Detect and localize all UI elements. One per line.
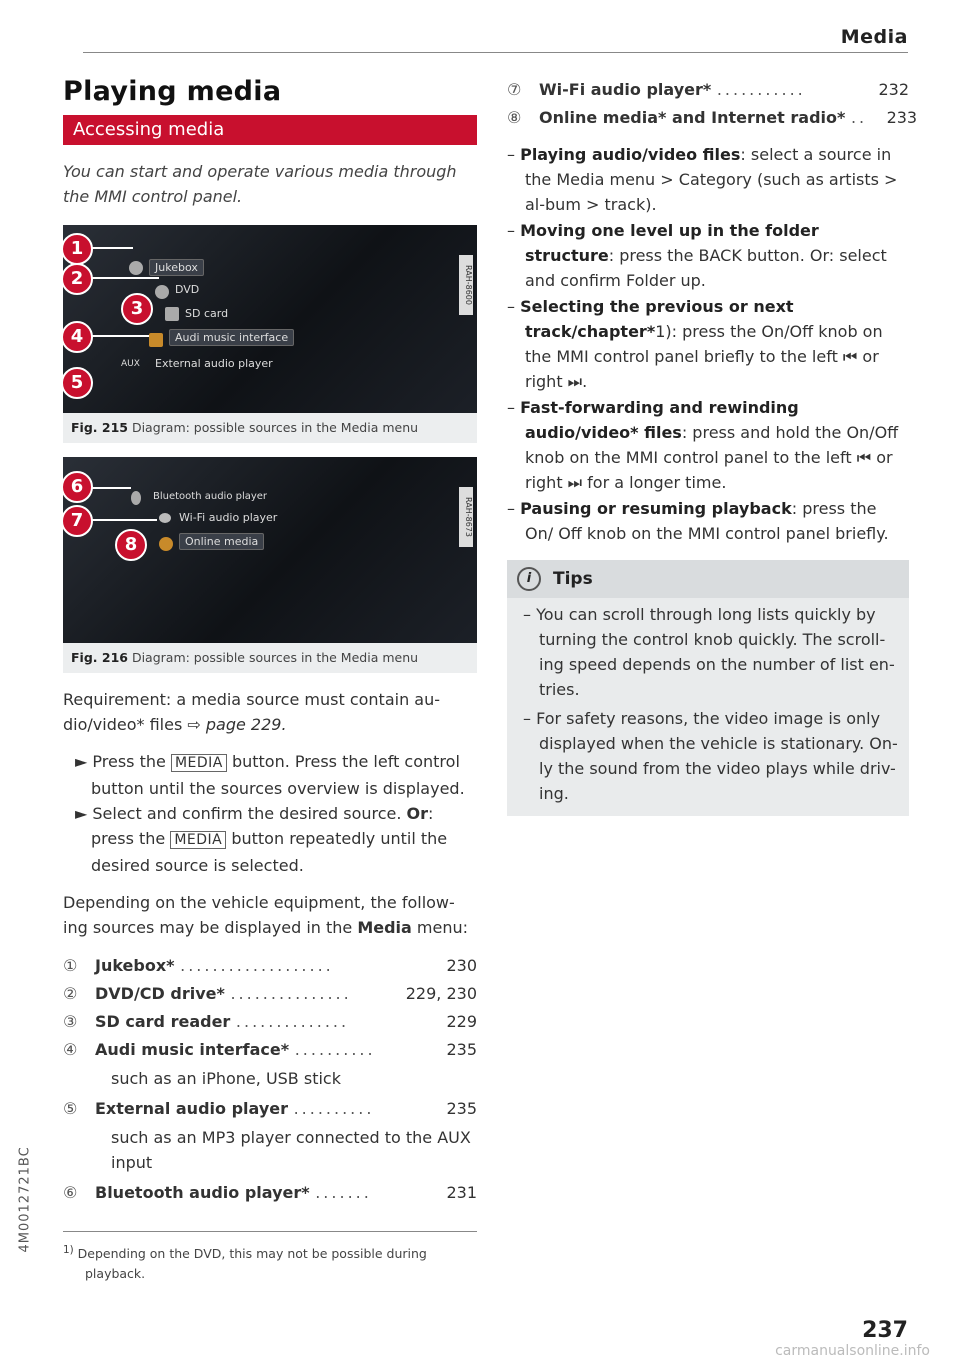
source-list: [63, 952, 477, 1207]
figure-caption: [63, 413, 477, 435]
page-title: Playing media: [63, 76, 282, 107]
item-label: Bluetooth audio player*: [95, 1183, 310, 1202]
usb-icon: [149, 333, 163, 347]
action-item: – Fast-forwarding and rewinding audio/video* files: press and hold the On/Off knob on the MMI control panel to the left ⏮ or right ⏭ for a longer time.: [507, 398, 899, 492]
action-item: – Moving one level up in the folder structure: press the BACK button. Or: select and confirm Folder up.: [507, 221, 887, 290]
tip-text: You can scroll through long lists quickly by turning the control knob quickly. The scroll-ing speed depends on the number of list en-tries.: [536, 605, 895, 699]
item-page: 235: [446, 1040, 477, 1059]
item-label: Online media* and Internet radio*: [539, 108, 846, 127]
tip-text: For safety reasons, the video image is only displayed when the vehicle is stationary. On-ly the sound from the video plays while driv-ing.: [536, 709, 898, 803]
item-page: 235: [446, 1099, 477, 1118]
footnote: [63, 1240, 477, 1284]
item-label: Audi music interface*: [95, 1040, 290, 1059]
list-item: ④ Audi music interface* .......... 235: [63, 1036, 477, 1064]
action-title: Playing audio/video files: [520, 145, 741, 164]
figure-tag: RAH-8673: [459, 487, 473, 547]
action-text: : press and hold the On/Off knob on the MMI control panel to the left ⏮ or right ⏭ for a longer time.: [525, 423, 899, 492]
sd-card-icon: [165, 307, 179, 321]
depending-suffix: menu:: [411, 918, 469, 937]
action-title: Fast-forwarding and rewinding audio/video* files: [520, 398, 799, 442]
media-key: MEDIA: [170, 831, 226, 849]
screen-item-wifi: Wi-Fi audio player: [179, 511, 278, 524]
step-2: ► Select and confirm the desired source. Or: press the MEDIA button repeatedly until the desired source is selected.: [75, 804, 448, 875]
figure-215: [63, 225, 477, 443]
step-text: button repeatedly until the desired source is selected.: [91, 829, 448, 875]
callout-8: 8: [115, 529, 147, 561]
figure-caption: [63, 643, 477, 665]
list-item: ③ SD card reader .............. 229: [63, 1008, 477, 1036]
disc-icon: [155, 285, 169, 299]
info-icon: i: [517, 567, 541, 591]
tips-box: [507, 560, 909, 816]
aux-icon: AUX: [121, 359, 140, 369]
mmi-screen-215: [63, 225, 477, 413]
figure-tag: RAH-8600: [459, 255, 473, 315]
callout-3: 3: [121, 293, 153, 325]
item-number: ②: [63, 984, 78, 1003]
list-item: ⑤ External audio player .......... 235: [63, 1095, 477, 1123]
item-page: 232: [878, 80, 909, 99]
item-page: 229: [446, 1012, 477, 1031]
list-item: ⑥ Bluetooth audio player* ....... 231: [63, 1179, 477, 1207]
callout-6: 6: [61, 471, 93, 503]
mmi-screen-216: [63, 457, 477, 643]
action-title: Pausing or resuming playback: [520, 499, 792, 518]
item-number: ⑤: [63, 1099, 78, 1118]
intro-text: You can start and operate various media through the MMI control panel.: [63, 162, 457, 206]
media-key: MEDIA: [171, 754, 227, 772]
tip-item: – You can scroll through long lists quickly by turning the control knob quickly. The scroll-ing speed depends on the number of list en-tries.: [523, 605, 895, 699]
action-item: – Pausing or resuming playback: press the On/ Off knob on the MMI control panel briefly.: [507, 499, 889, 543]
running-head: Media: [840, 26, 908, 48]
item-label: Wi-Fi audio player*: [539, 80, 712, 99]
screen-item-online-media: Online media: [179, 533, 264, 550]
action-text: : press the On/ Off knob on the MMI control panel briefly.: [525, 499, 889, 543]
section-heading: Accessing media: [63, 115, 477, 145]
figure-label: Fig. 216: [71, 650, 128, 665]
screen-item-bluetooth: Bluetooth audio player: [153, 491, 268, 502]
item-number: ③: [63, 1012, 78, 1031]
action-item: – Selecting the previous or next track/chapter*1): press the On/Off knob on the MMI control panel briefly to the left ⏮ or right ⏭.: [507, 297, 883, 391]
tip-item: – For safety reasons, the video image is only displayed when the vehicle is stationary. On-ly the sound from the video plays while driv-ing.: [523, 709, 898, 803]
header-rule: [83, 52, 908, 53]
action-text: : press the BACK button. Or: select and confirm Folder up.: [525, 246, 887, 290]
list-item: ② DVD/CD drive* ............... 229, 230: [63, 980, 477, 1008]
requirement-text: [63, 687, 477, 737]
footnote-rule: [63, 1231, 477, 1232]
or-label: Or: [406, 804, 429, 823]
media-label: Media: [357, 918, 412, 937]
footnote-text: Depending on the DVD, this may not be possible during playback.: [77, 1246, 427, 1282]
list-item: ⑧ Online media* and Internet radio* .. 233: [507, 104, 909, 132]
figure-caption-text: Diagram: possible sources in the Media menu: [131, 420, 419, 435]
right-column: [507, 70, 918, 816]
item-label: SD card reader: [95, 1012, 231, 1031]
callout-5: 5: [61, 367, 93, 399]
wifi-icon: [159, 513, 171, 523]
callout-line: [83, 519, 157, 521]
footnote-mark: 1): [63, 1244, 74, 1256]
page-number: 237: [862, 1318, 908, 1343]
action-title: Moving one level up in the folder structure: [520, 221, 819, 265]
step-text: : press the: [91, 804, 434, 848]
action-text: 1): press the On/Off knob on the MMI control panel briefly to the left ⏮ or right ⏭.: [525, 322, 883, 391]
list-item: ⑦ Wi-Fi audio player* ........... 232: [507, 76, 909, 104]
callout-line: [83, 277, 159, 279]
step-text: Select and confirm the desired source.: [92, 804, 407, 823]
item-description: such as an MP3 player connected to the AUX input: [111, 1128, 471, 1172]
callout-4: 4: [61, 321, 93, 353]
item-page: 230: [446, 956, 477, 975]
tips-header: [507, 560, 909, 598]
action-title: Selecting the previous or next track/chapter*: [520, 297, 794, 341]
item-page: 233: [886, 108, 918, 127]
jukebox-icon: [129, 261, 143, 275]
online-media-icon: [159, 537, 173, 551]
depending-text: [63, 890, 477, 940]
action-item: – Playing audio/video files: select a source in the Media menu > Category (such as artists > al-bum > track).: [507, 145, 898, 214]
left-column: [63, 70, 477, 1284]
watermark: carmanualsonline.info: [775, 1343, 930, 1359]
item-number: ⑦: [507, 80, 522, 99]
screen-item-ami: Audi music interface: [169, 329, 294, 346]
step-1: ► Press the MEDIA button. Press the left control button until the sources overview is displayed.: [75, 752, 465, 798]
depending-prefix: Depending on the vehicle equipment, the follow-ing sources may be displayed in the: [63, 893, 455, 937]
step-text: button. Press the left control button until the sources overview is displayed.: [91, 752, 465, 798]
item-number: ⑧: [507, 108, 522, 127]
item-page: 231: [446, 1183, 477, 1202]
screen-item-dvd: DVD: [175, 283, 200, 296]
list-item: ① Jukebox* ................... 230: [63, 952, 477, 980]
figure-label: Fig. 215: [71, 420, 128, 435]
figure-caption-text: Diagram: possible sources in the Media menu: [131, 650, 419, 665]
tips-heading: Tips: [553, 569, 593, 589]
item-label: External audio player: [95, 1099, 288, 1118]
requirement-label: Requirement: a media source must contain au-dio/video* files: [63, 690, 441, 734]
action-text: : select a source in the Media menu > Category (such as artists > al-bum > track).: [525, 145, 898, 214]
bluetooth-icon: [131, 491, 141, 505]
callout-2: 2: [61, 263, 93, 295]
item-page: 229, 230: [405, 984, 477, 1003]
figure-216: [63, 457, 477, 673]
page-reference: ⇨ page 229.: [187, 715, 287, 734]
callout-1: 1: [61, 233, 93, 265]
item-number: ④: [63, 1040, 78, 1059]
screen-item-external: External audio player: [155, 357, 273, 370]
item-number: ①: [63, 956, 78, 975]
screen-item-sd-card: SD card: [185, 307, 229, 320]
item-description: such as an iPhone, USB stick: [111, 1069, 341, 1088]
step-text: Press the: [92, 752, 171, 771]
item-label: DVD/CD drive*: [95, 984, 225, 1003]
item-number: ⑥: [63, 1183, 78, 1202]
item-label: Jukebox*: [95, 956, 175, 975]
screen-item-jukebox: Jukebox: [149, 259, 204, 276]
document-code: 4M0012721BC: [17, 1146, 33, 1253]
callout-7: 7: [61, 505, 93, 537]
